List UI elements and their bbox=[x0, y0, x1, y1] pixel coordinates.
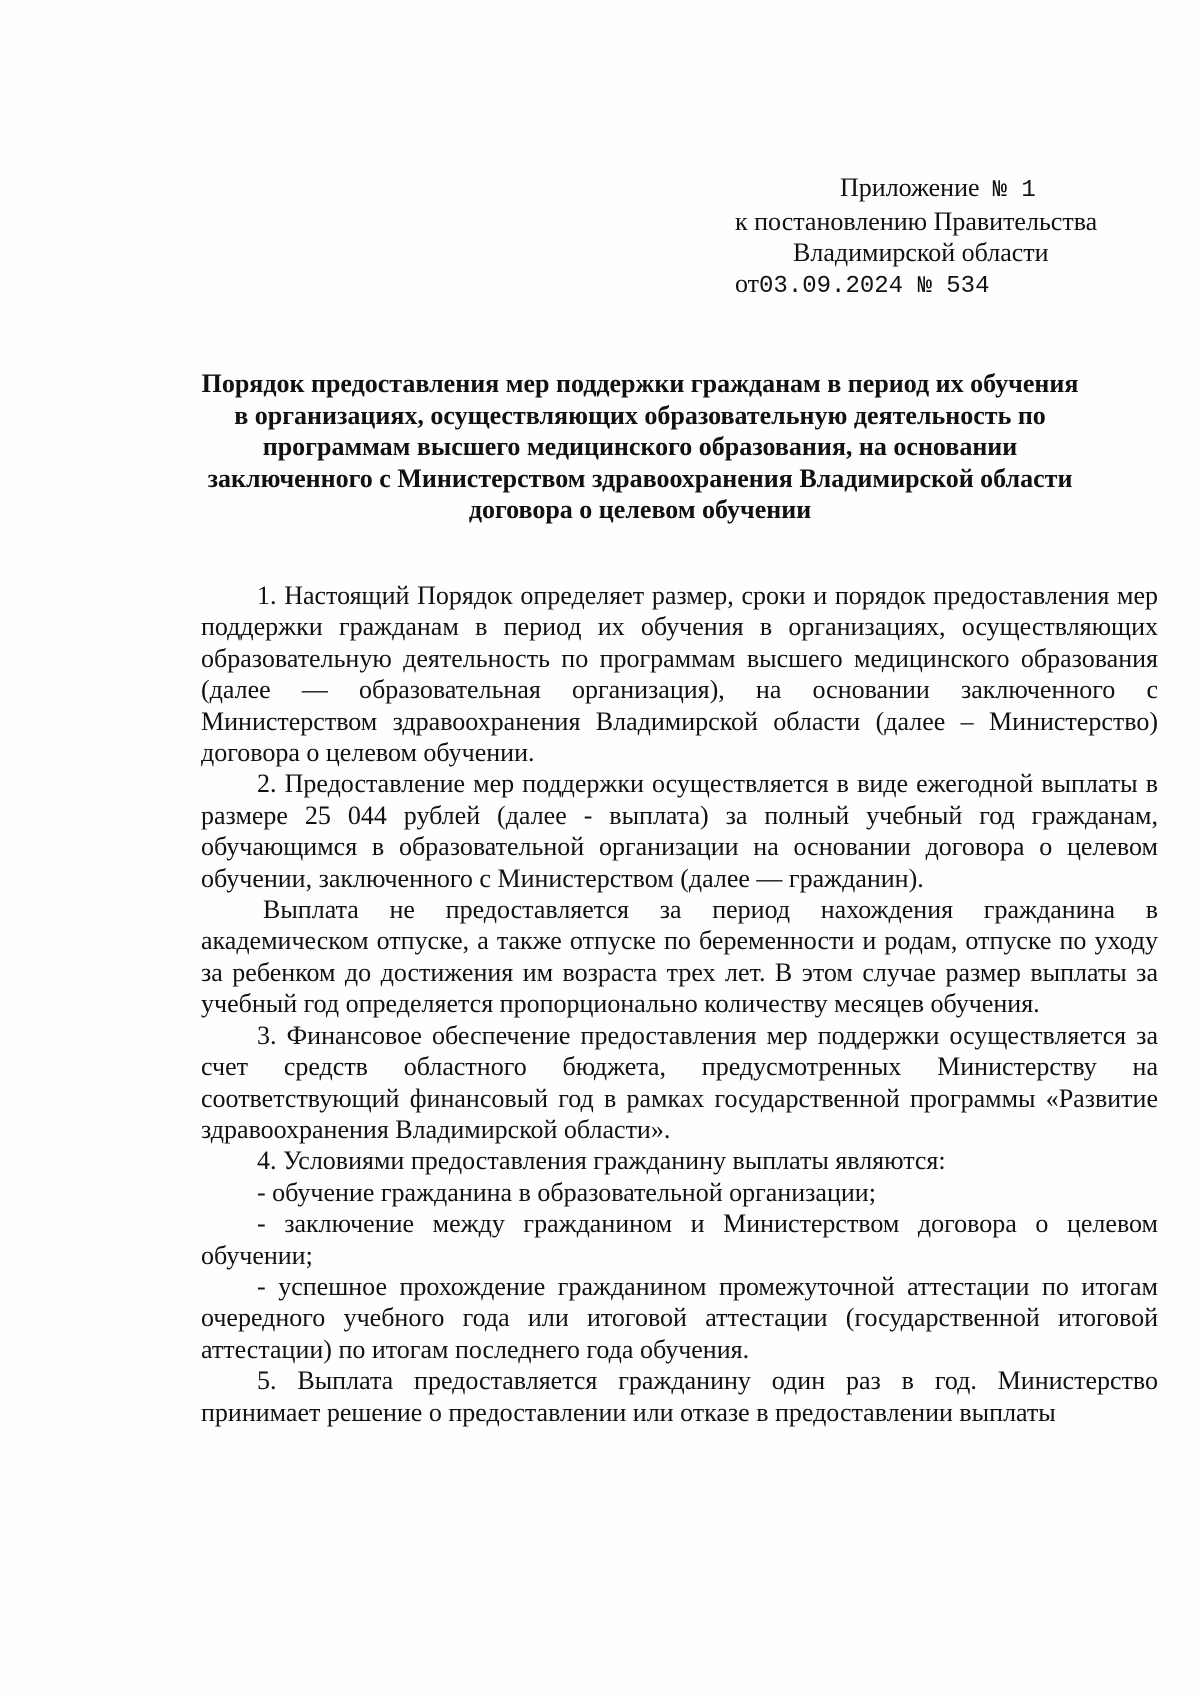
region-name: Владимирской области bbox=[793, 238, 1049, 267]
paragraph-5: 5. Выплата предоставляется гражданину один раз в год. Министерство принимает решение о предоставлении или отказе в предоставлении выплаты bbox=[201, 1366, 1158, 1427]
document-title bbox=[190, 368, 1090, 526]
title-line: в организациях, осуществляющих образовательную деятельность по bbox=[234, 400, 1046, 430]
date-and-number: 03.09.2024 № 534 bbox=[759, 273, 990, 300]
appendix-header bbox=[735, 172, 1135, 302]
condition-item: - заключение между гражданином и Министерством договора о целевом обучении; bbox=[201, 1209, 1158, 1270]
appendix-label: Приложение bbox=[840, 173, 980, 202]
title-line: заключенного с Министерством здравоохранения Владимирской области bbox=[207, 463, 1073, 493]
resolution-date-number bbox=[735, 268, 1135, 302]
paragraph-2: 2. Предоставление мер поддержки осуществляется в виде ежегодной выплаты в размере 25 044 рублей (далее - выплата) за полный учебный год гражданам, обучающимся в образовательной организации на основании договора о целевом обучении, заключенного с Министерством (далее — гражданин). bbox=[201, 769, 1158, 893]
condition-item: - успешное прохождение гражданином промежуточной аттестации по итогам очередного учебного года или итоговой аттестации (государственной итоговой аттестации) по итогам последнего года обучения. bbox=[201, 1271, 1158, 1364]
title-line: программам высшего медицинского образования, на основании bbox=[262, 432, 1018, 461]
paragraph-3: 3. Финансовое обеспечение предоставления мер поддержки осуществляется за счет средств областного бюджета, предусмотренных Министерству на соответствующий финансовый год в рамках государственной программы «Развитие здравоохранения Владимирской области». bbox=[201, 1020, 1158, 1144]
title-line: договора о целевом обучении bbox=[468, 495, 812, 524]
paragraph-4: 4. Условиями предоставления гражданину выплаты являются: bbox=[257, 1146, 946, 1176]
paragraph-2-note: Выплата не предоставляется за период нахождения гражданина в академическом отпуске, а также отпуске по беременности и родам, отпуске по уходу за ребенком до достижения им возраста трех лет. В этом случае размер выплаты за учебный год определяется пропорционально количеству месяцев обучения. bbox=[201, 895, 1158, 1019]
document-body bbox=[201, 580, 1158, 1428]
date-prefix: от bbox=[735, 269, 760, 298]
paragraph-1: 1. Настоящий Порядок определяет размер, сроки и порядок предоставления мер поддержки гражданам в период их обучения в организациях, осуществляющих образовательную деятельность по программам высшего медицинского образования (далее — образовательная организация), на основании заключенного с Министерством здравоохранения Владимирской области (далее – Министерство) договора о целевом обучении. bbox=[201, 581, 1158, 768]
appendix-number: № 1 bbox=[992, 177, 1036, 204]
condition-item: - обучение гражданина в образовательной организации; bbox=[257, 1177, 876, 1207]
appendix-line bbox=[735, 172, 1135, 206]
title-line: Порядок предоставления мер поддержки гражданам в период их обучения bbox=[201, 369, 1079, 398]
resolution-reference: к постановлению Правительства bbox=[735, 207, 1098, 236]
